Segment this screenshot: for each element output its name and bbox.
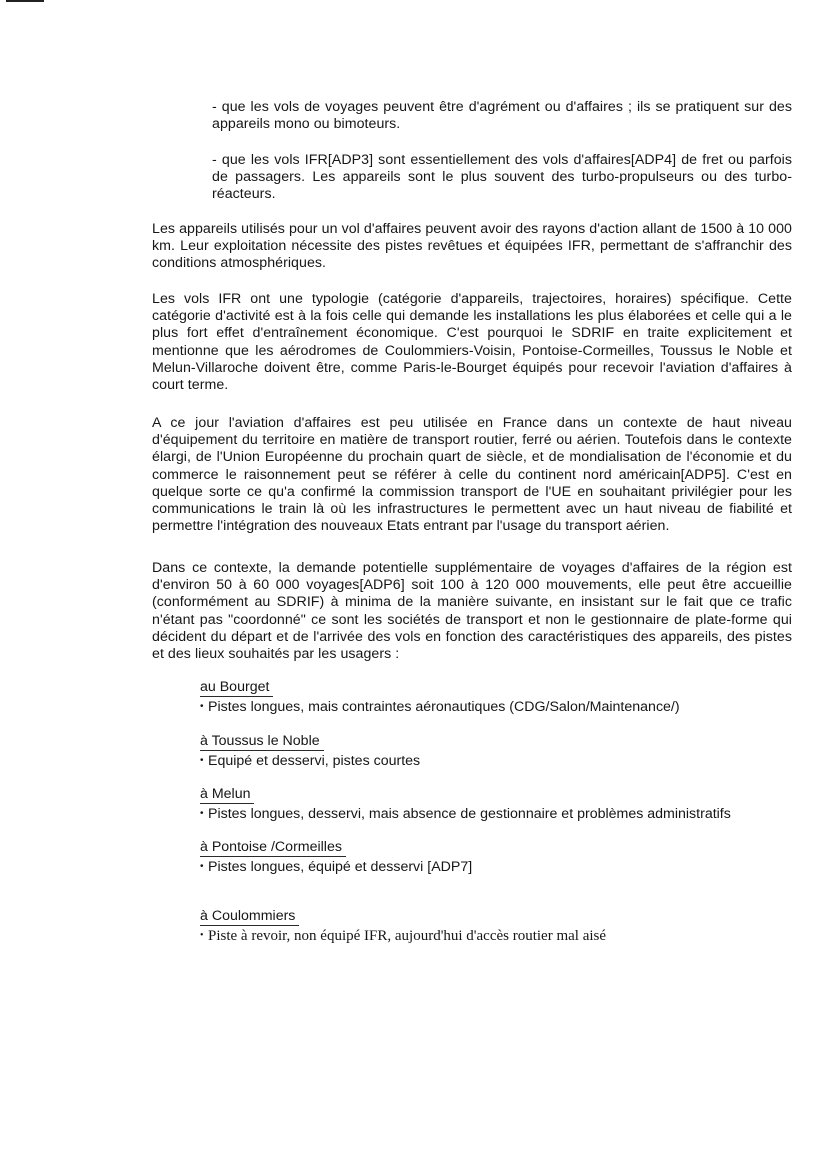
site-name: à Coulommiers — [200, 908, 299, 926]
site-entry-bourget — [200, 678, 800, 716]
site-description-text: Piste à revoir, non équipé IFR, aujourd'hui d'accès routier mal aisé — [208, 928, 607, 944]
site-description-text: Pistes longues, mais contraintes aéronautiques (CDG/Salon/Maintenance/) — [208, 699, 680, 715]
paragraph-business-aviation-context: A ce jour l'aviation d'affaires est peu utilisée en France dans un contexte de haut niveau d'équipement du territoire en matière de transport routier, ferré ou aérien. Toutefois dans le contexte élargi, de l'Union Européenne du prochain quart de siècle, et de mondialisation de l'économie et du commerce le raisonnement peut se référer à celle du continent nord américain[ADP5]. C'est en quelque sorte ce qu'a confirmé la commission transport de l'UE en souhaitant privilégier pour les communications le train là où les infrastructures le permettent avec un haut niveau de fiabilité et permettre l'intégration des nouveaux Etats entrant par l'usage du transport aérien. — [152, 415, 792, 535]
bullet-icon: • — [200, 861, 204, 872]
site-name: à Pontoise /Cormeilles — [200, 839, 346, 857]
site-description-text: Pistes longues, équipé et desservi [ADP7] — [208, 859, 473, 875]
site-entry-melun — [200, 785, 800, 823]
site-description — [200, 858, 800, 876]
site-name: à Toussus le Noble — [200, 733, 324, 751]
site-entry-coulommiers — [200, 907, 800, 945]
paragraph-demand-forecast: Dans ce contexte, la demande potentielle supplémentaire de voyages d'affaires de la région est d'environ 50 à 60 000 voyages[ADP6] soit 100 à 120 000 mouvements, elle peut être accueillie (conformément au SDRIF) à minima de la manière suivante, en insistant sur le fait que ce trafic n'étant pas "coordonné" ce sont les sociétés de transport et non le gestionnaire de plate-forme qui décident du départ et de l'arrivée des vols en fonction des caractéristiques des appareils, des pistes et des lieux souhaités par les usagers : — [152, 560, 792, 663]
intro-item-leisure-flights: - que les vols de voyages peuvent être d'agrément ou d'affaires ; ils se pratiquent sur des appareils mono ou bimoteurs. — [212, 99, 792, 133]
site-description — [200, 927, 800, 945]
site-description — [200, 752, 800, 770]
bullet-icon: • — [200, 930, 204, 941]
paragraph-ifr-typology: Les vols IFR ont une typologie (catégorie d'appareils, trajectoires, horaires) spécifique. Cette catégorie d'activité est à la fois celle qui demande les installations les plus élaborées et celle qui a le plus fort effet d'entraînement économique. C'est pourquoi le SDRIF en traite explicitement et mentionne que les aérodromes de Coulommiers-Voisin, Pontoise-Cormeilles, Toussus le Noble et Melun-Villaroche doivent être, comme Paris-le-Bourget équipés pour recevoir l'aviation d'affaires à court terme. — [152, 291, 792, 394]
site-description-text: Equipé et desservi, pistes courtes — [208, 753, 421, 769]
paragraph-aircraft-range: Les appareils utilisés pour un vol d'affaires peuvent avoir des rayons d'action allant de 1500 à 10 000 km. Leur exploitation nécessite des pistes revêtues et équipées IFR, permettant de s'affranchir des conditions atmosphériques. — [152, 221, 792, 272]
bullet-icon: • — [200, 701, 204, 712]
site-entry-pontoise — [200, 838, 800, 876]
bullet-icon: • — [200, 755, 204, 766]
scan-edge-mark — [6, 0, 44, 2]
site-description — [200, 805, 800, 823]
bullet-icon: • — [200, 808, 204, 819]
site-description — [200, 698, 800, 716]
intro-item-ifr-flights: - que les vols IFR[ADP3] sont essentiellement des vols d'affaires[ADP4] de fret ou parfois de passagers. Les appareils sont le plus souvent des turbo-propulseurs ou des turbo-réacteurs. — [212, 152, 792, 203]
site-description-text: Pistes longues, desservi, mais absence de gestionnaire et problèmes administratifs — [208, 806, 731, 822]
site-entry-toussus — [200, 732, 800, 770]
site-name: à Melun — [200, 786, 254, 804]
site-name: au Bourget — [200, 679, 273, 697]
